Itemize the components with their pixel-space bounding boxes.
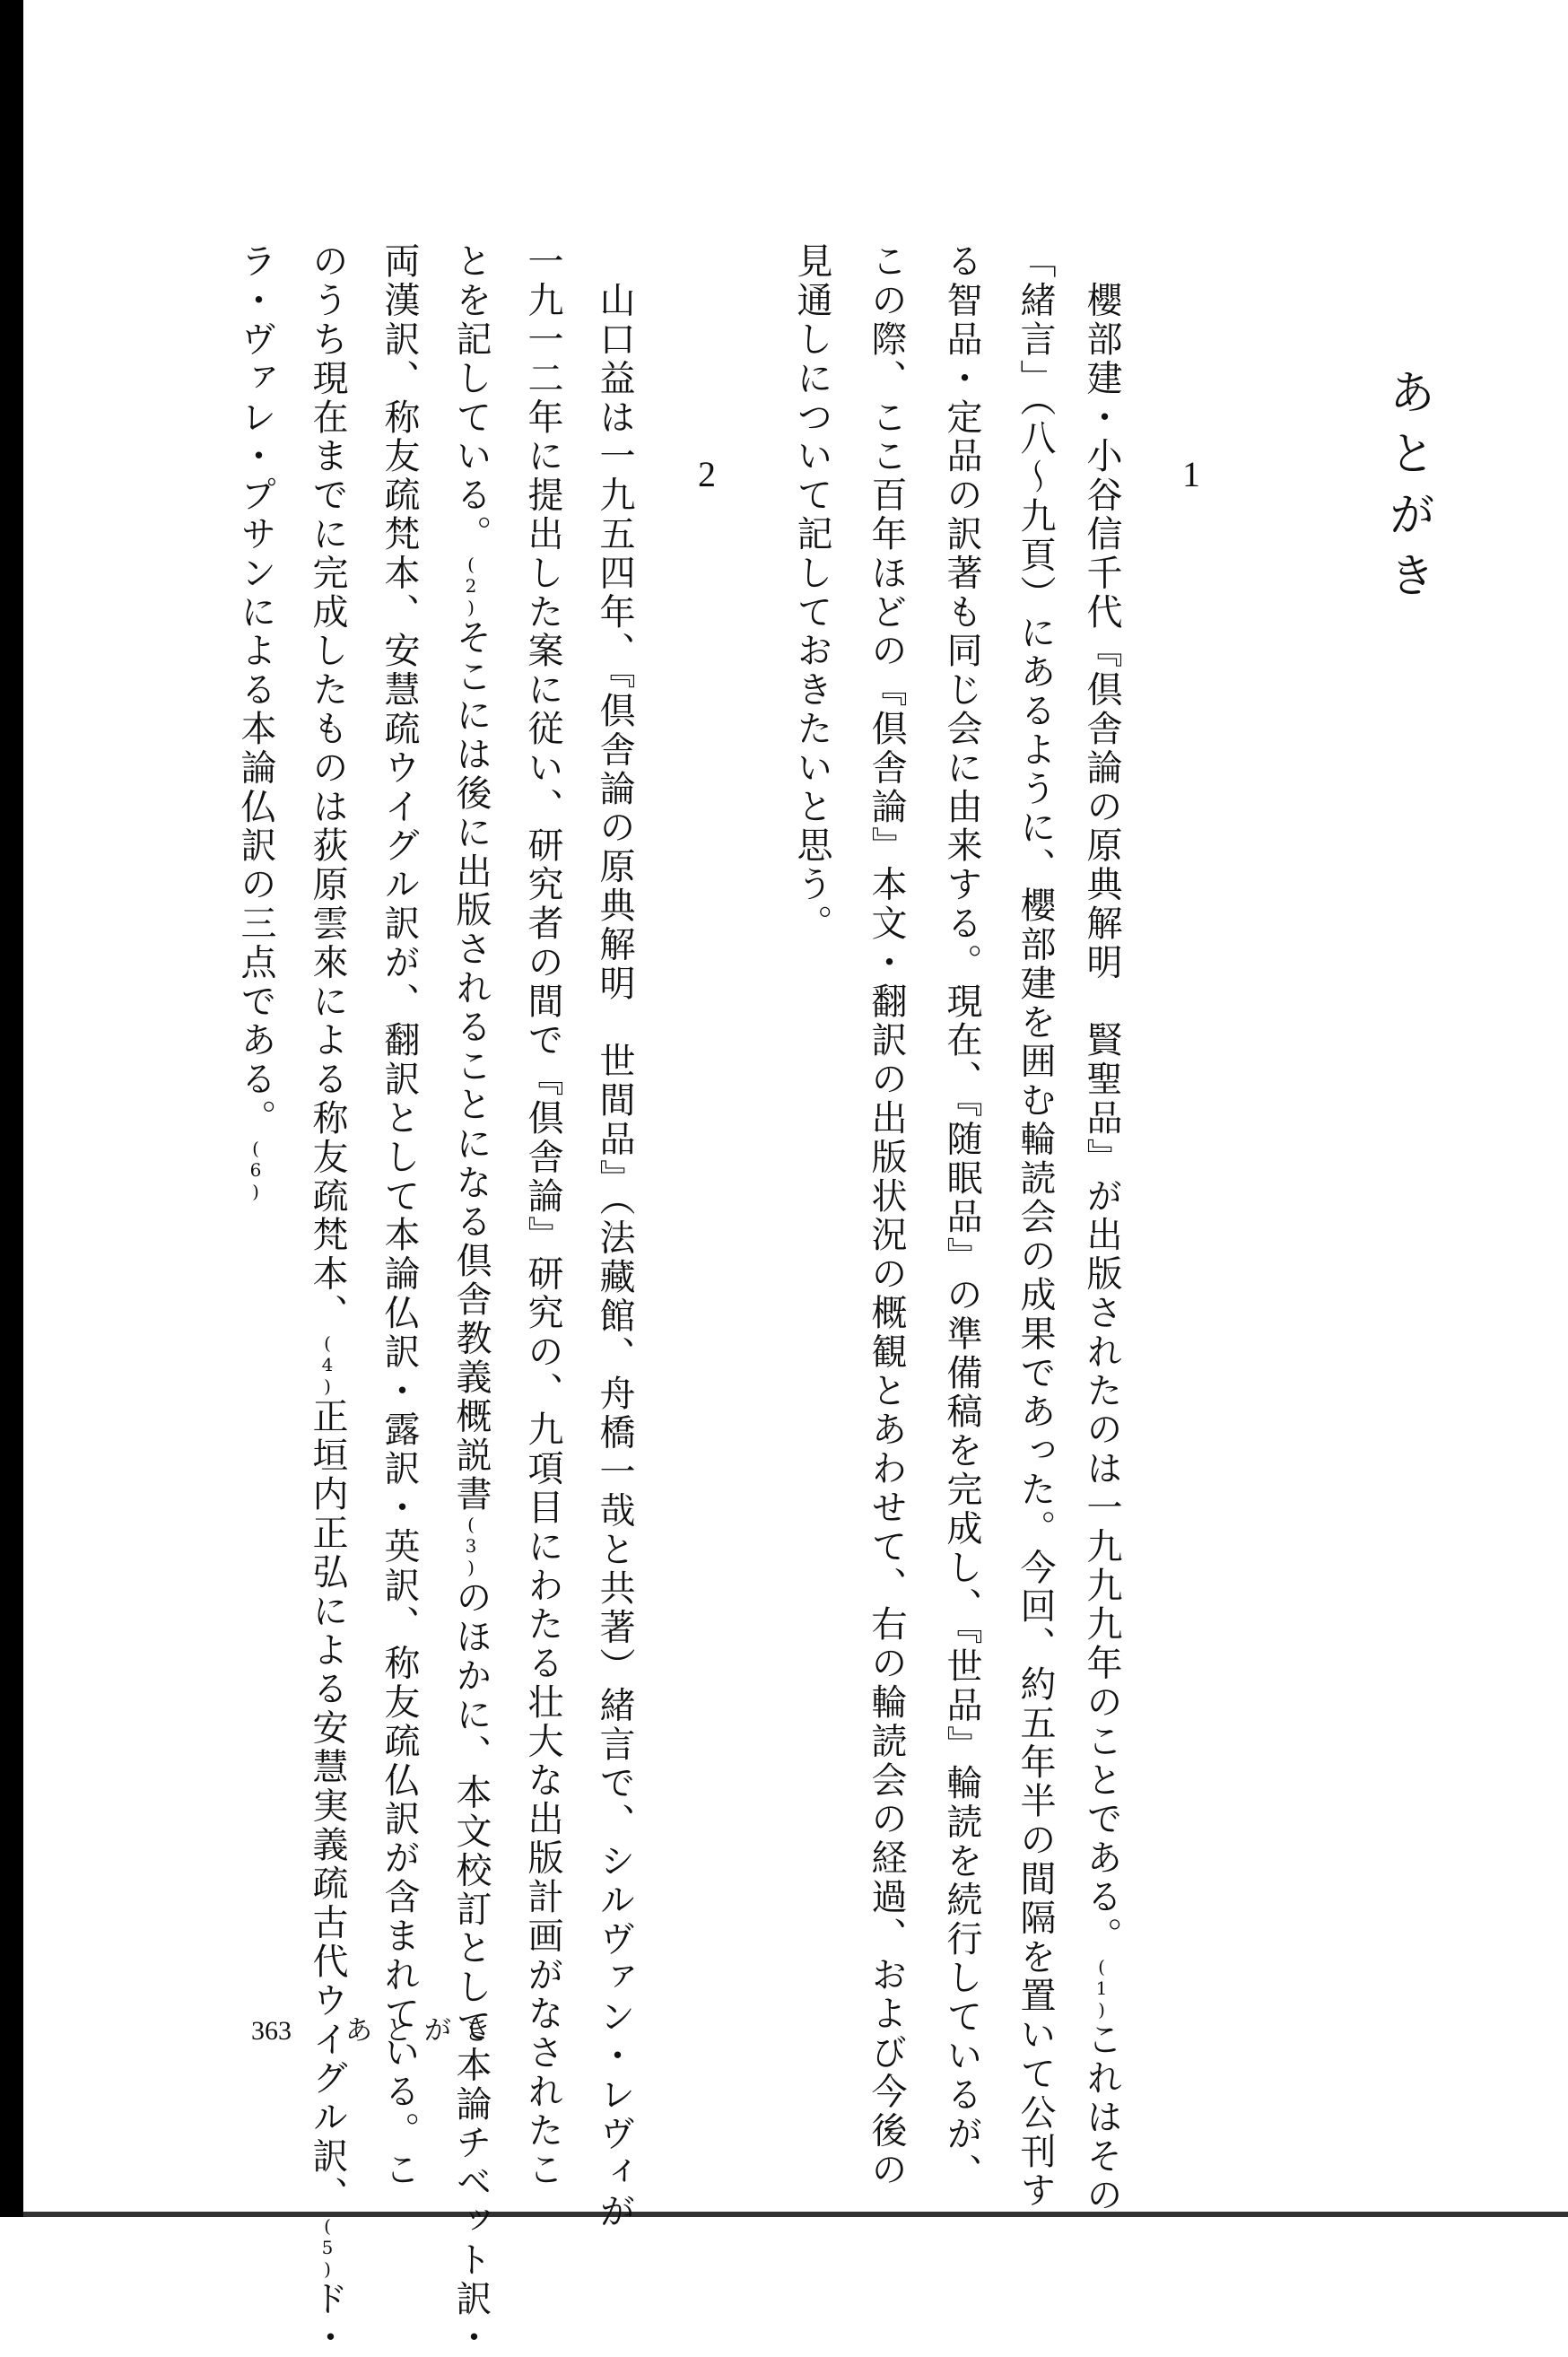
section-2-line-5-a: のうち現在までに完成したものは荻原雲來による称友疏梵本、 xyxy=(307,242,348,1333)
note-ref-5: (5) xyxy=(317,2214,338,2280)
section-2-line-5-c: ド・ xyxy=(307,2279,348,2357)
note-ref-2: (2) xyxy=(460,554,482,619)
section-2-number: 2 xyxy=(698,454,716,494)
section-2-line-5-b: 正垣内正弘による安慧実義疏古代ウイグル訳、 xyxy=(307,1397,348,2215)
section-1-line-1-tail: これはその xyxy=(1081,2020,1122,2215)
page-title: あとがき xyxy=(1381,368,1434,612)
section-1-line-1-text: 櫻部建・小谷信千代『倶舎論の原典解明 賢聖品』が出版されたのは一九九九年のことである。 xyxy=(1081,242,1122,1956)
section-2-line-6 xyxy=(235,242,276,1203)
section-1-line-4: この際、ここ百年ほどの『倶舎論』本文・翻訳の出版状況の概観とあわせて、右の輪読会の経過、および今後の xyxy=(866,242,907,2189)
section-2-line-4: 両漢訳、称友疏梵本、安慧疏ウイグル訳が、翻訳として本論仏訳・露訳・英訳、称友疏仏訳が含まれている。こ xyxy=(379,242,420,2189)
note-ref-1: (1) xyxy=(1091,1955,1112,2021)
section-2-line-1: 山口益は一九五四年、『倶舎論の原典解明 世間品』（法藏館、舟橋一哉と共著）緒言で、シルヴァン・レヴィが xyxy=(594,242,635,2231)
page-number: 363 xyxy=(251,2016,292,2046)
scan-spine-edge xyxy=(0,0,23,2217)
section-2-line-6-a: ラ・ヴァレ・プサンによる本論仏訳の三点である。 xyxy=(235,242,276,1139)
section-1-line-5: 見通しについて記しておきたいと思う。 xyxy=(791,242,832,944)
note-ref-6: (6) xyxy=(245,1138,266,1203)
section-2-line-3-b: そこには後に出版されることになる倶舎教義概説書 xyxy=(450,618,492,1515)
section-1-number: 1 xyxy=(1182,454,1200,494)
section-1-line-2: 「緒言」（八～九頁）にあるように、櫻部建を囲む輪読会の成果であった。今回、約五年半の間隔を置いて公刊す xyxy=(1015,242,1056,2211)
note-ref-4: (4) xyxy=(317,1332,338,1398)
section-2-line-2: 一九一二年に提出した案に従い、研究者の間で『倶舎論』研究の、九項目にわたる壮大な出版計画がなされたこ xyxy=(522,242,563,2189)
section-2-line-3-a: とを記している。 xyxy=(450,242,492,554)
section-1-line-1 xyxy=(1081,242,1122,2215)
running-title: あとがき xyxy=(345,2016,503,2046)
note-ref-3: (3) xyxy=(460,1514,482,1579)
section-1-line-3: る智品・定品の訳著も同じ会に由来する。現在、『随眠品』の準備稿を完成し、『世品』輪読を続行しているが、 xyxy=(941,242,982,2193)
section-2-line-3-c: のほかに、本文校訂として本論チベット訳・ xyxy=(450,1578,492,2357)
page-footer xyxy=(251,2008,503,2047)
scan-bottom-edge xyxy=(23,2212,1568,2217)
